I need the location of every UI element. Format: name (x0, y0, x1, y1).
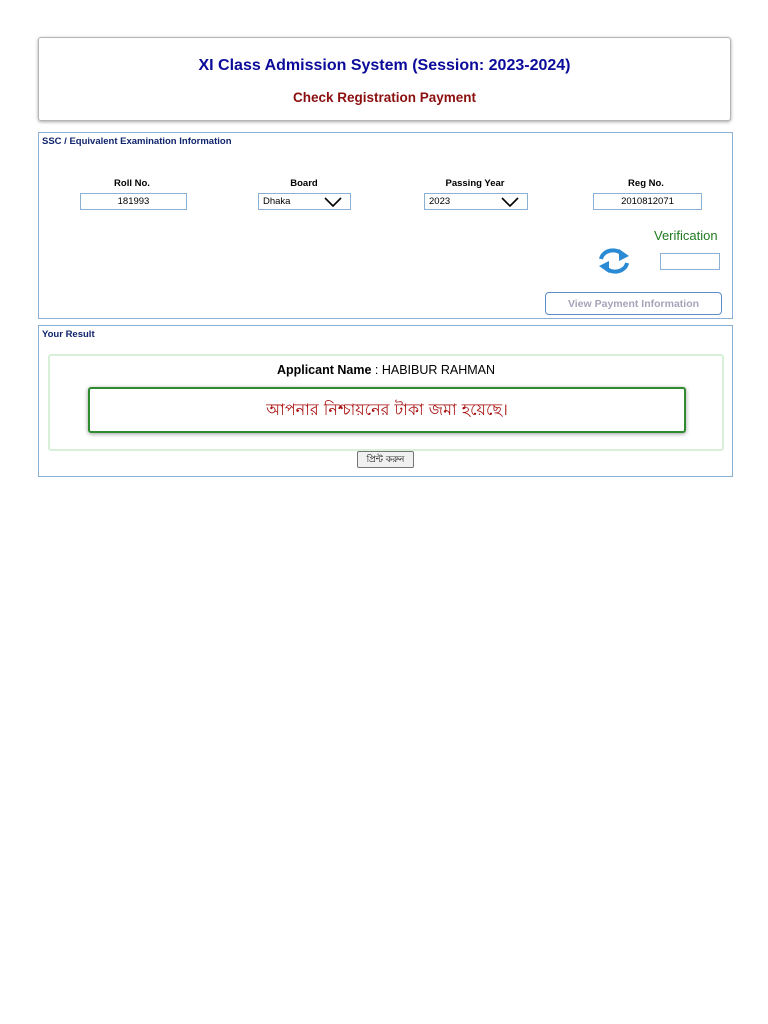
result-panel (38, 325, 733, 477)
result-box (48, 354, 724, 451)
chevron-down-icon (324, 197, 342, 207)
applicant-line (50, 363, 722, 377)
roll-input[interactable]: 181993 (80, 193, 187, 210)
roll-label: Roll No. (114, 178, 150, 189)
passing-year-select[interactable] (424, 193, 528, 210)
board-select-value: Dhaka (263, 196, 291, 207)
page-subtitle: Check Registration Payment (292, 90, 477, 105)
reg-input[interactable]: 2010812071 (593, 193, 702, 210)
print-button[interactable]: প্রিন্ট করুন (357, 451, 414, 468)
verification-label: Verification (654, 228, 718, 243)
applicant-label: Applicant Name (276, 363, 372, 377)
header-box (38, 37, 731, 121)
board-select[interactable] (258, 193, 351, 210)
page-title: XI Class Admission System (Session: 2023-2024) (198, 57, 571, 74)
captcha-input[interactable] (660, 253, 720, 270)
payment-status-message: আপনার নিশ্চায়নের টাকা জমা হয়েছে। (88, 387, 686, 433)
applicant-separator: : (371, 363, 382, 377)
chevron-down-icon (501, 197, 519, 207)
passing-year-select-value: 2023 (429, 196, 451, 207)
applicant-name: HABIBUR RAHMAN (381, 363, 496, 377)
reg-label: Reg No. (628, 178, 664, 189)
ssc-info-panel (38, 132, 733, 319)
passing-year-label: Passing Year (445, 178, 505, 189)
refresh-icon[interactable] (596, 246, 632, 276)
ssc-panel-legend: SSC / Equivalent Examination Information (42, 136, 232, 147)
result-panel-legend: Your Result (42, 329, 95, 340)
board-label: Board (290, 178, 318, 189)
view-payment-button[interactable]: View Payment Information (545, 292, 722, 315)
